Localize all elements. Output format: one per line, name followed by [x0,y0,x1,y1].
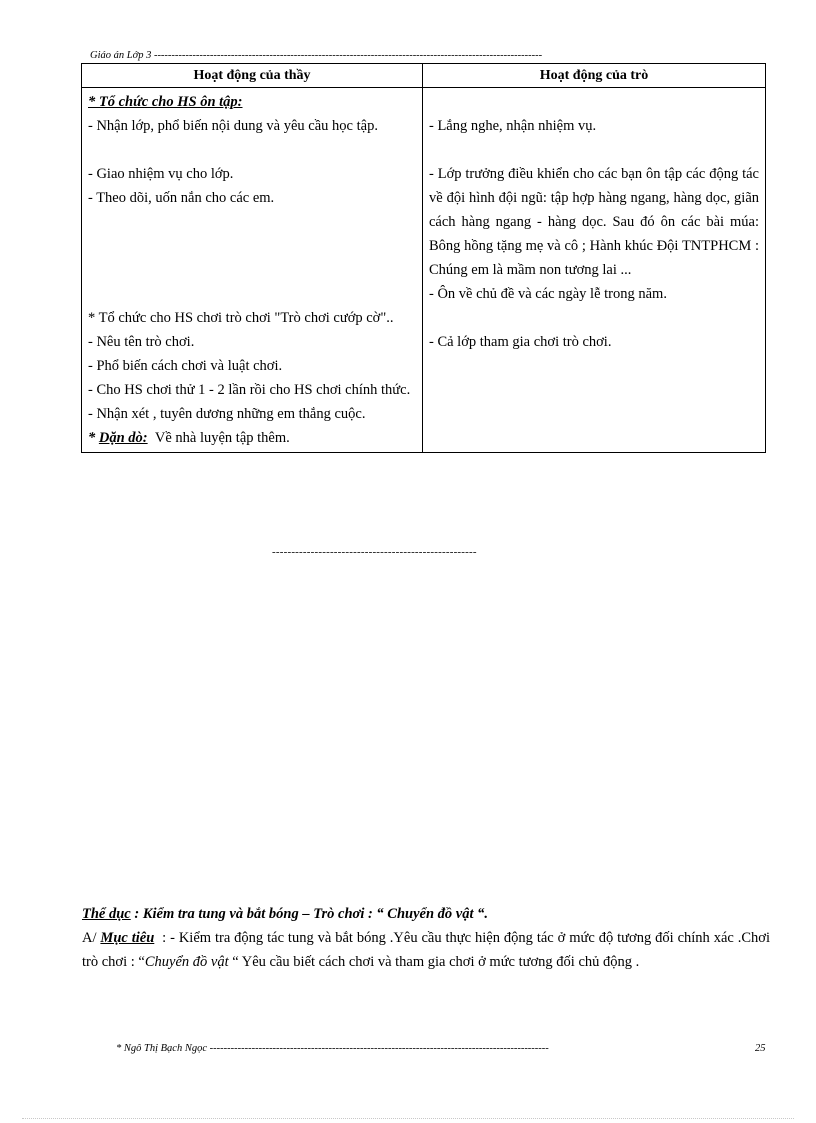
teacher-item: - Cho HS chơi thử 1 - 2 lần rồi cho HS chơi chính thức. [88,382,411,398]
teacher-column-header: Hoạt động của thầy [82,64,423,88]
homework-line [88,426,416,450]
organize-review-heading: * Tổ chức cho HS ôn tập: [88,94,243,110]
table-row [82,88,766,453]
teacher-item: - Nhận xét , tuyên dương những em thắng cuộc. [88,406,366,422]
student-item: - Lắng nghe, nhận nhiệm vụ. [429,118,597,134]
objectives-text: : - Kiểm tra động tác tung và bắt bóng .Yêu cầu thực hiện động tác ở mức độ tương đối chính xác .Chơi trò chơi : “ [82,930,770,970]
objectives-prefix: A/ [82,930,101,946]
homework-text: Về nhà luyện tập thêm. [154,430,290,446]
objectives-label: Mục tiêu [100,930,155,946]
lesson-title [82,902,770,926]
lesson-objectives [82,926,770,974]
teacher-item: - Giao nhiệm vụ cho lớp. [88,166,234,182]
student-item: - Cả lớp tham gia chơi trò chơi. [429,334,612,350]
objectives-text-end: “ Yêu cầu biết cách chơi và tham gia chơi ở mức tương đối chủ động . [232,954,640,970]
student-item: - Ôn về chủ đề và các ngày lễ trong năm. [429,286,667,302]
objectives-game-name: Chuyển đồ vật [144,954,229,970]
teacher-activities-cell [82,88,423,453]
teacher-item: - Nêu tên trò chơi. [88,334,195,350]
teacher-item: - Phổ biến cách chơi và luật chơi. [88,358,283,374]
homework-label: Dặn dò: [98,430,148,446]
activity-table [81,63,766,453]
teacher-item: - Theo dõi, uốn nắn cho các em. [88,190,275,206]
lesson-title-rest: : Kiểm tra tung và bắt bóng – Trò chơi : “ Chuyển đồ vật “. [134,906,489,922]
page-bottom-rule [22,1118,794,1119]
section-separator: ----------------------------------------------------- [272,546,477,558]
student-activities-cell [423,88,766,453]
homework-prefix: * [88,430,99,446]
student-column-header: Hoạt động của trò [423,64,766,88]
teacher-item: - Nhận lớp, phổ biến nội dung và yêu cầu học tập. [88,118,378,134]
page-header: Giáo án Lớp 3 --------------------------------------------------------------------------------------------------------------- [90,50,543,61]
footer-author: * Ngô Thị Bạch Ngọc ------------------------------------------------------------------------------------------------- [116,1043,549,1054]
table-header-row [82,64,766,88]
teacher-item: * Tổ chức cho HS chơi trò chơi "Trò chơi cướp cờ".. [88,310,394,326]
lesson-subject: Thể dục [82,906,131,922]
student-item: - Lớp trưởng điều khiển cho các bạn ôn tập các động tác về đội hình đội ngũ: tập hợp hàng ngang, hàng dọc, giãn cách hàng ngang - hàng dọc. Sau đó ôn các bài múa: Bông hồng tặng mẹ và cô ; Hành khúc Đội TNTPHCM : Chúng em là mầm non tương lai ... [429,166,759,278]
page-number: 25 [755,1043,766,1054]
